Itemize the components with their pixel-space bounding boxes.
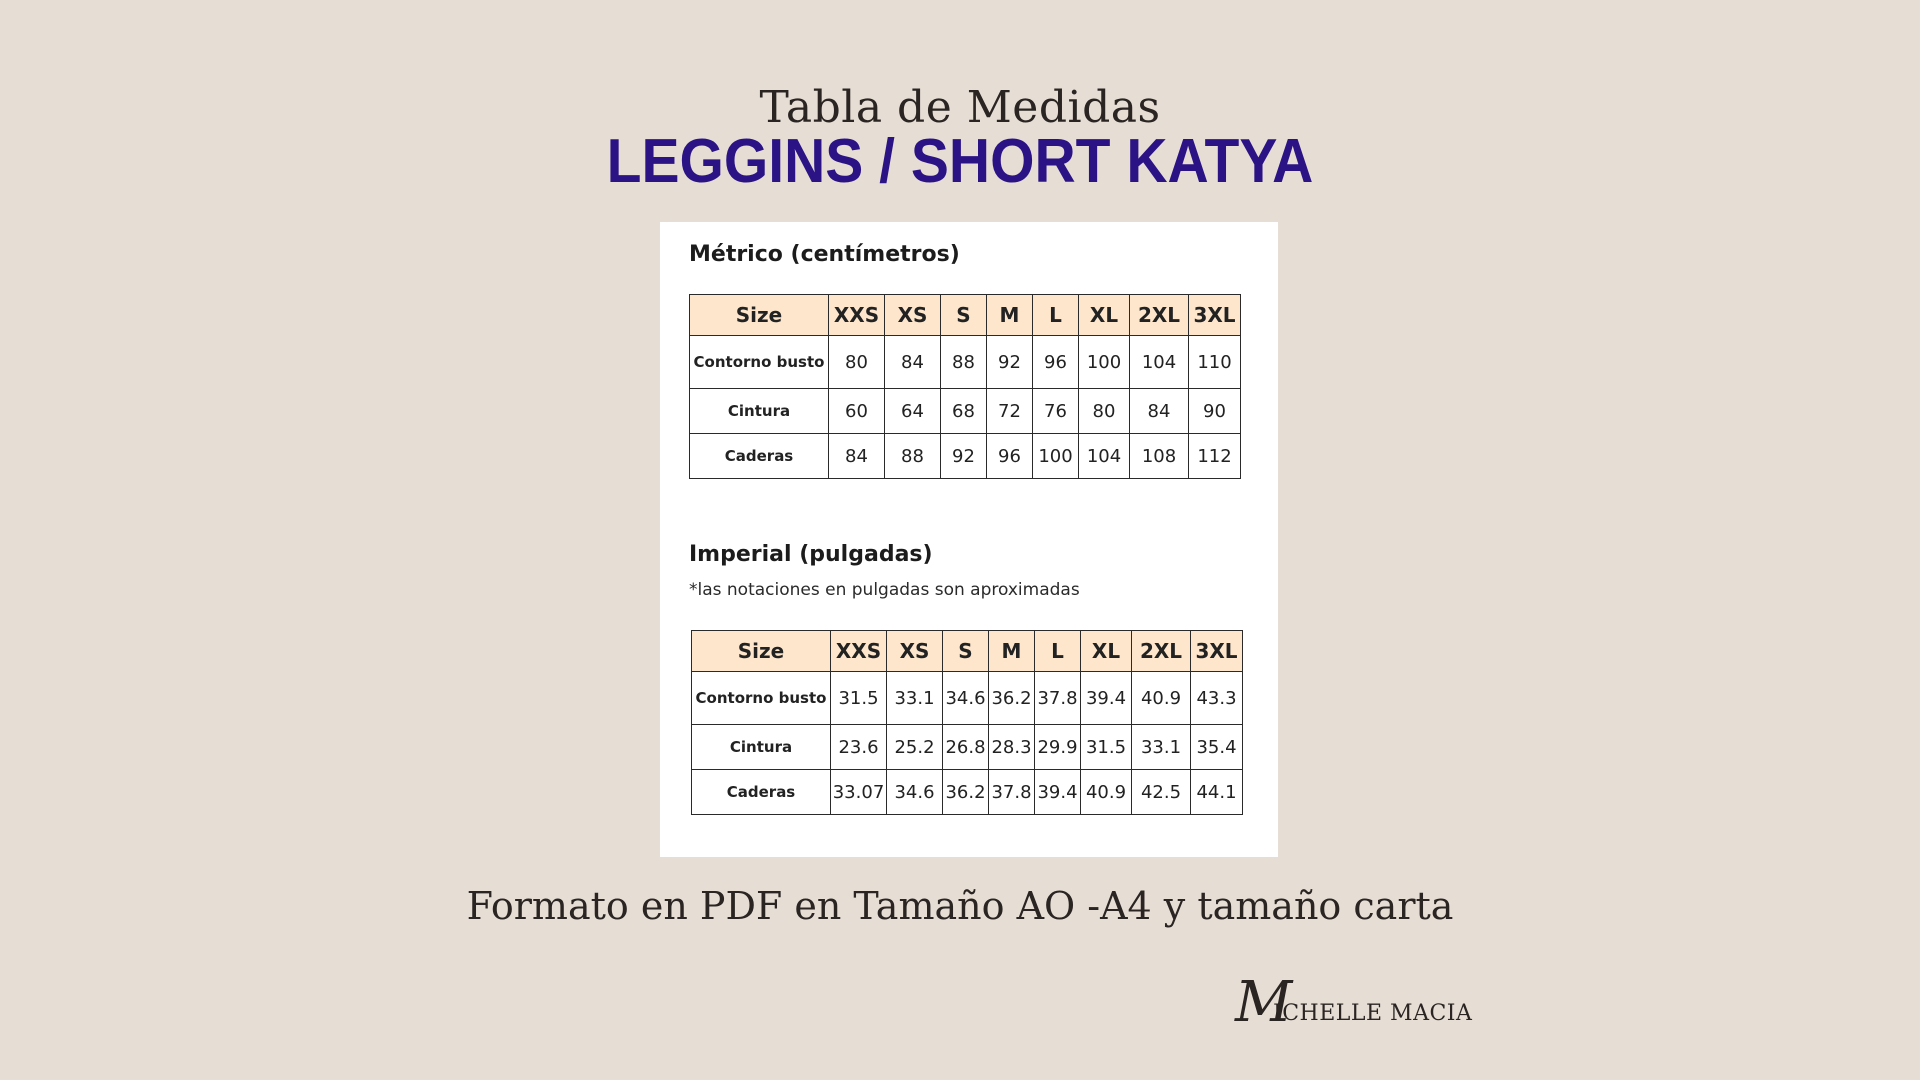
table-cell: 33.1	[1132, 725, 1191, 770]
page-title: LEGGINS / SHORT KATYA	[606, 127, 1314, 196]
table-cell: 80	[829, 336, 885, 389]
table-cell: 108	[1130, 434, 1189, 479]
table-cell: 104	[1130, 336, 1189, 389]
row-label-cintura: Cintura	[692, 725, 831, 770]
table-cell: 33.07	[831, 770, 887, 815]
table-cell: 110	[1189, 336, 1241, 389]
row-label-caderas: Caderas	[690, 434, 829, 479]
format-caption: Formato en PDF en Tamaño AO -A4 y tamaño carta	[466, 884, 1454, 928]
table-cell: 26.8	[943, 725, 989, 770]
row-label-caderas: Caderas	[692, 770, 831, 815]
table-cell: 84	[885, 336, 941, 389]
table-cell: 96	[1033, 336, 1079, 389]
table-cell: 88	[941, 336, 987, 389]
table-cell: 36.2	[989, 672, 1035, 725]
table-header-cell: 3XL	[1191, 631, 1243, 672]
table-row	[690, 434, 1241, 479]
table-header-cell: Size	[690, 295, 829, 336]
table-row	[692, 725, 1243, 770]
table-header-cell: 2XL	[1130, 295, 1189, 336]
table-cell: 88	[885, 434, 941, 479]
logo-initial: M	[1235, 970, 1293, 1035]
imperial-heading: Imperial (pulgadas)	[689, 542, 933, 567]
imperial-header-row	[692, 631, 1243, 672]
table-cell: 100	[1033, 434, 1079, 479]
table-cell: 39.4	[1035, 770, 1081, 815]
table-header-cell: XL	[1079, 295, 1130, 336]
table-cell: 39.4	[1081, 672, 1132, 725]
table-header-cell: Size	[692, 631, 831, 672]
table-cell: 37.8	[1035, 672, 1081, 725]
table-cell: 31.5	[831, 672, 887, 725]
table-header-cell: XS	[887, 631, 943, 672]
row-label-cintura: Cintura	[690, 389, 829, 434]
table-cell: 112	[1189, 434, 1241, 479]
table-cell: 29.9	[1035, 725, 1081, 770]
table-cell: 76	[1033, 389, 1079, 434]
table-cell: 28.3	[989, 725, 1035, 770]
table-header-cell: S	[943, 631, 989, 672]
metric-table	[689, 294, 1241, 479]
table-cell: 96	[987, 434, 1033, 479]
table-row	[690, 389, 1241, 434]
table-header-cell: XXS	[831, 631, 887, 672]
table-cell: 25.2	[887, 725, 943, 770]
table-cell: 92	[941, 434, 987, 479]
metric-heading: Métrico (centímetros)	[689, 242, 960, 267]
table-header-cell: S	[941, 295, 987, 336]
table-row	[690, 336, 1241, 389]
table-row	[692, 672, 1243, 725]
imperial-note: *las notaciones en pulgadas son aproximadas	[689, 580, 1080, 600]
table-cell: 36.2	[943, 770, 989, 815]
table-cell: 31.5	[1081, 725, 1132, 770]
table-cell: 72	[987, 389, 1033, 434]
table-row	[692, 770, 1243, 815]
size-chart-card	[660, 222, 1278, 857]
table-header-cell: L	[1035, 631, 1081, 672]
table-header-cell: XL	[1081, 631, 1132, 672]
table-cell: 90	[1189, 389, 1241, 434]
table-cell: 104	[1079, 434, 1130, 479]
table-cell: 42.5	[1132, 770, 1191, 815]
table-cell: 33.1	[887, 672, 943, 725]
table-cell: 60	[829, 389, 885, 434]
table-cell: 80	[1079, 389, 1130, 434]
table-header-cell: L	[1033, 295, 1079, 336]
table-cell: 43.3	[1191, 672, 1243, 725]
table-cell: 64	[885, 389, 941, 434]
table-cell: 84	[1130, 389, 1189, 434]
table-cell: 92	[987, 336, 1033, 389]
table-cell: 34.6	[887, 770, 943, 815]
page-subtitle: Tabla de Medidas	[759, 82, 1161, 133]
table-header-cell: M	[987, 295, 1033, 336]
table-cell: 40.9	[1081, 770, 1132, 815]
table-cell: 35.4	[1191, 725, 1243, 770]
table-header-cell: M	[989, 631, 1035, 672]
table-cell: 44.1	[1191, 770, 1243, 815]
table-cell: 37.8	[989, 770, 1035, 815]
table-cell: 84	[829, 434, 885, 479]
table-cell: 34.6	[943, 672, 989, 725]
table-cell: 23.6	[831, 725, 887, 770]
table-cell: 68	[941, 389, 987, 434]
logo-text: ICHELLE MACIA	[1273, 1001, 1473, 1026]
imperial-table	[691, 630, 1243, 815]
table-header-cell: XS	[885, 295, 941, 336]
table-cell: 40.9	[1132, 672, 1191, 725]
table-header-cell: 2XL	[1132, 631, 1191, 672]
table-header-cell: 3XL	[1189, 295, 1241, 336]
row-label-contorno-busto: Contorno busto	[692, 672, 831, 725]
row-label-contorno-busto: Contorno busto	[690, 336, 829, 389]
table-cell: 100	[1079, 336, 1130, 389]
brand-logo	[1235, 970, 1475, 1045]
table-header-cell: XXS	[829, 295, 885, 336]
metric-header-row	[690, 295, 1241, 336]
